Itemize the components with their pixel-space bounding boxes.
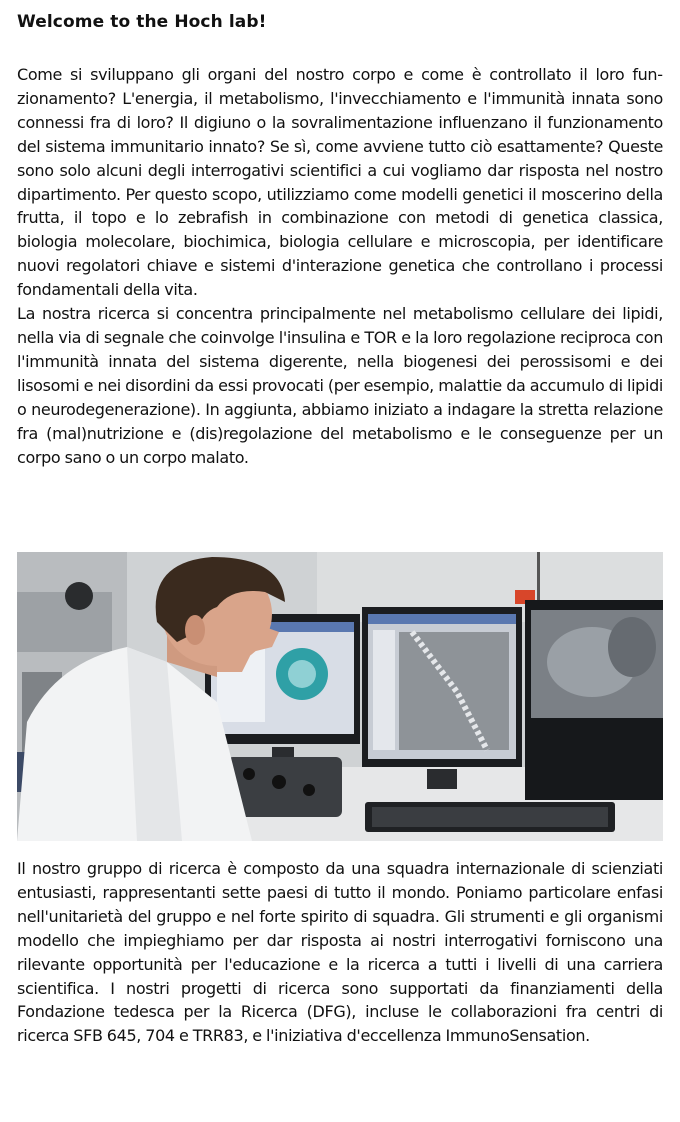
control-knob-3 (303, 784, 315, 796)
monitor-1-dial-inner (288, 660, 316, 688)
keyboard-keys (372, 807, 608, 827)
control-panel (227, 757, 342, 817)
page-title: Welcome to the Hoch lab! (17, 12, 267, 32)
lab-photo (17, 552, 663, 841)
team-text (17, 857, 663, 1048)
monitor-3-nucleus (608, 617, 656, 677)
monitor-2-stand (427, 769, 457, 789)
intro-paragraph-1: Come si sviluppano gli organi del nostro corpo e come è controllato il loro funzionamento? L'energia, il metabolismo, l'invecchiamento e l'immunità innata sono connessi fra di loro? Il digiuno o la sovralimentazione influenzano il funzionamento del sistema immunitario innato? Se sì, come avviene tutto ciò esattamente? Queste sono solo alcuni degli interrogativi scientifici a cui vogliamo dar risposta nel nostro dipartimento. Per questo scopo, utilizziamo come modelli genetici il moscerino della frutta, il topo e lo zebrafish in combinazione con metodi di genetica classica, biologia molecolare, biochimica, biologia cellulare e microscopia, per identificare nuovi regolatori chiave e sistemi d'interazione genetica che controllano i processi fondamentali della vita. (17, 65, 663, 300)
microscope-panel (17, 592, 112, 652)
ear (185, 615, 205, 645)
control-knob-2 (272, 775, 286, 789)
intro-text (17, 63, 663, 469)
monitor-2-thumbnails (373, 630, 395, 750)
intro-paragraph-2: La nostra ricerca si concentra principalmente nel metabolismo cellulare dei lipidi, nella via di segnale che coinvolge l'insulina e TOR e la loro regolazione reciproca con l'immunità innata del sistema digerente, nella biogenesi dei perossisomi e dei lisosomi e nei disordini da essi provocati (per esempio, malattie da accumulo di lipidi o neurodegenerazione). In aggiunta, abbiamo iniziato a indagare la stretta relazione fra (mal)nutrizione e (dis)regolazione del metabolismo e le conseguenze per un corpo sano o un corpo malato. (17, 304, 663, 467)
control-knob-1 (243, 768, 255, 780)
team-paragraph: Il nostro gruppo di ricerca è composto da una squadra internazionale di scienziati entusiasti, rappresentanti sette paesi di tutto il mondo. Poniamo particolare enfasi nell'unitarietà del gruppo e nel forte spirito di squadra. Gli strumenti e gli organismi modello che impieghiamo per dar risposta ai nostri interrogativi forniscono una rilevante opportunità per l'educazione e la ricerca a tutti i livelli di una carriera scientifica. I nostri progetti di ricerca sono supportati da finanziamenti della Fondazione tedesca per la Ricerca (DFG), incluse le collaborazioni fra centri di ricerca SFB 645, 704 e TRR83, e l'iniziativa d'eccellenza ImmunoSensation. (17, 859, 663, 1046)
microscope-knob (65, 582, 93, 610)
monitor-2-titlebar (368, 614, 516, 624)
lab-photo-illustration (17, 552, 663, 841)
